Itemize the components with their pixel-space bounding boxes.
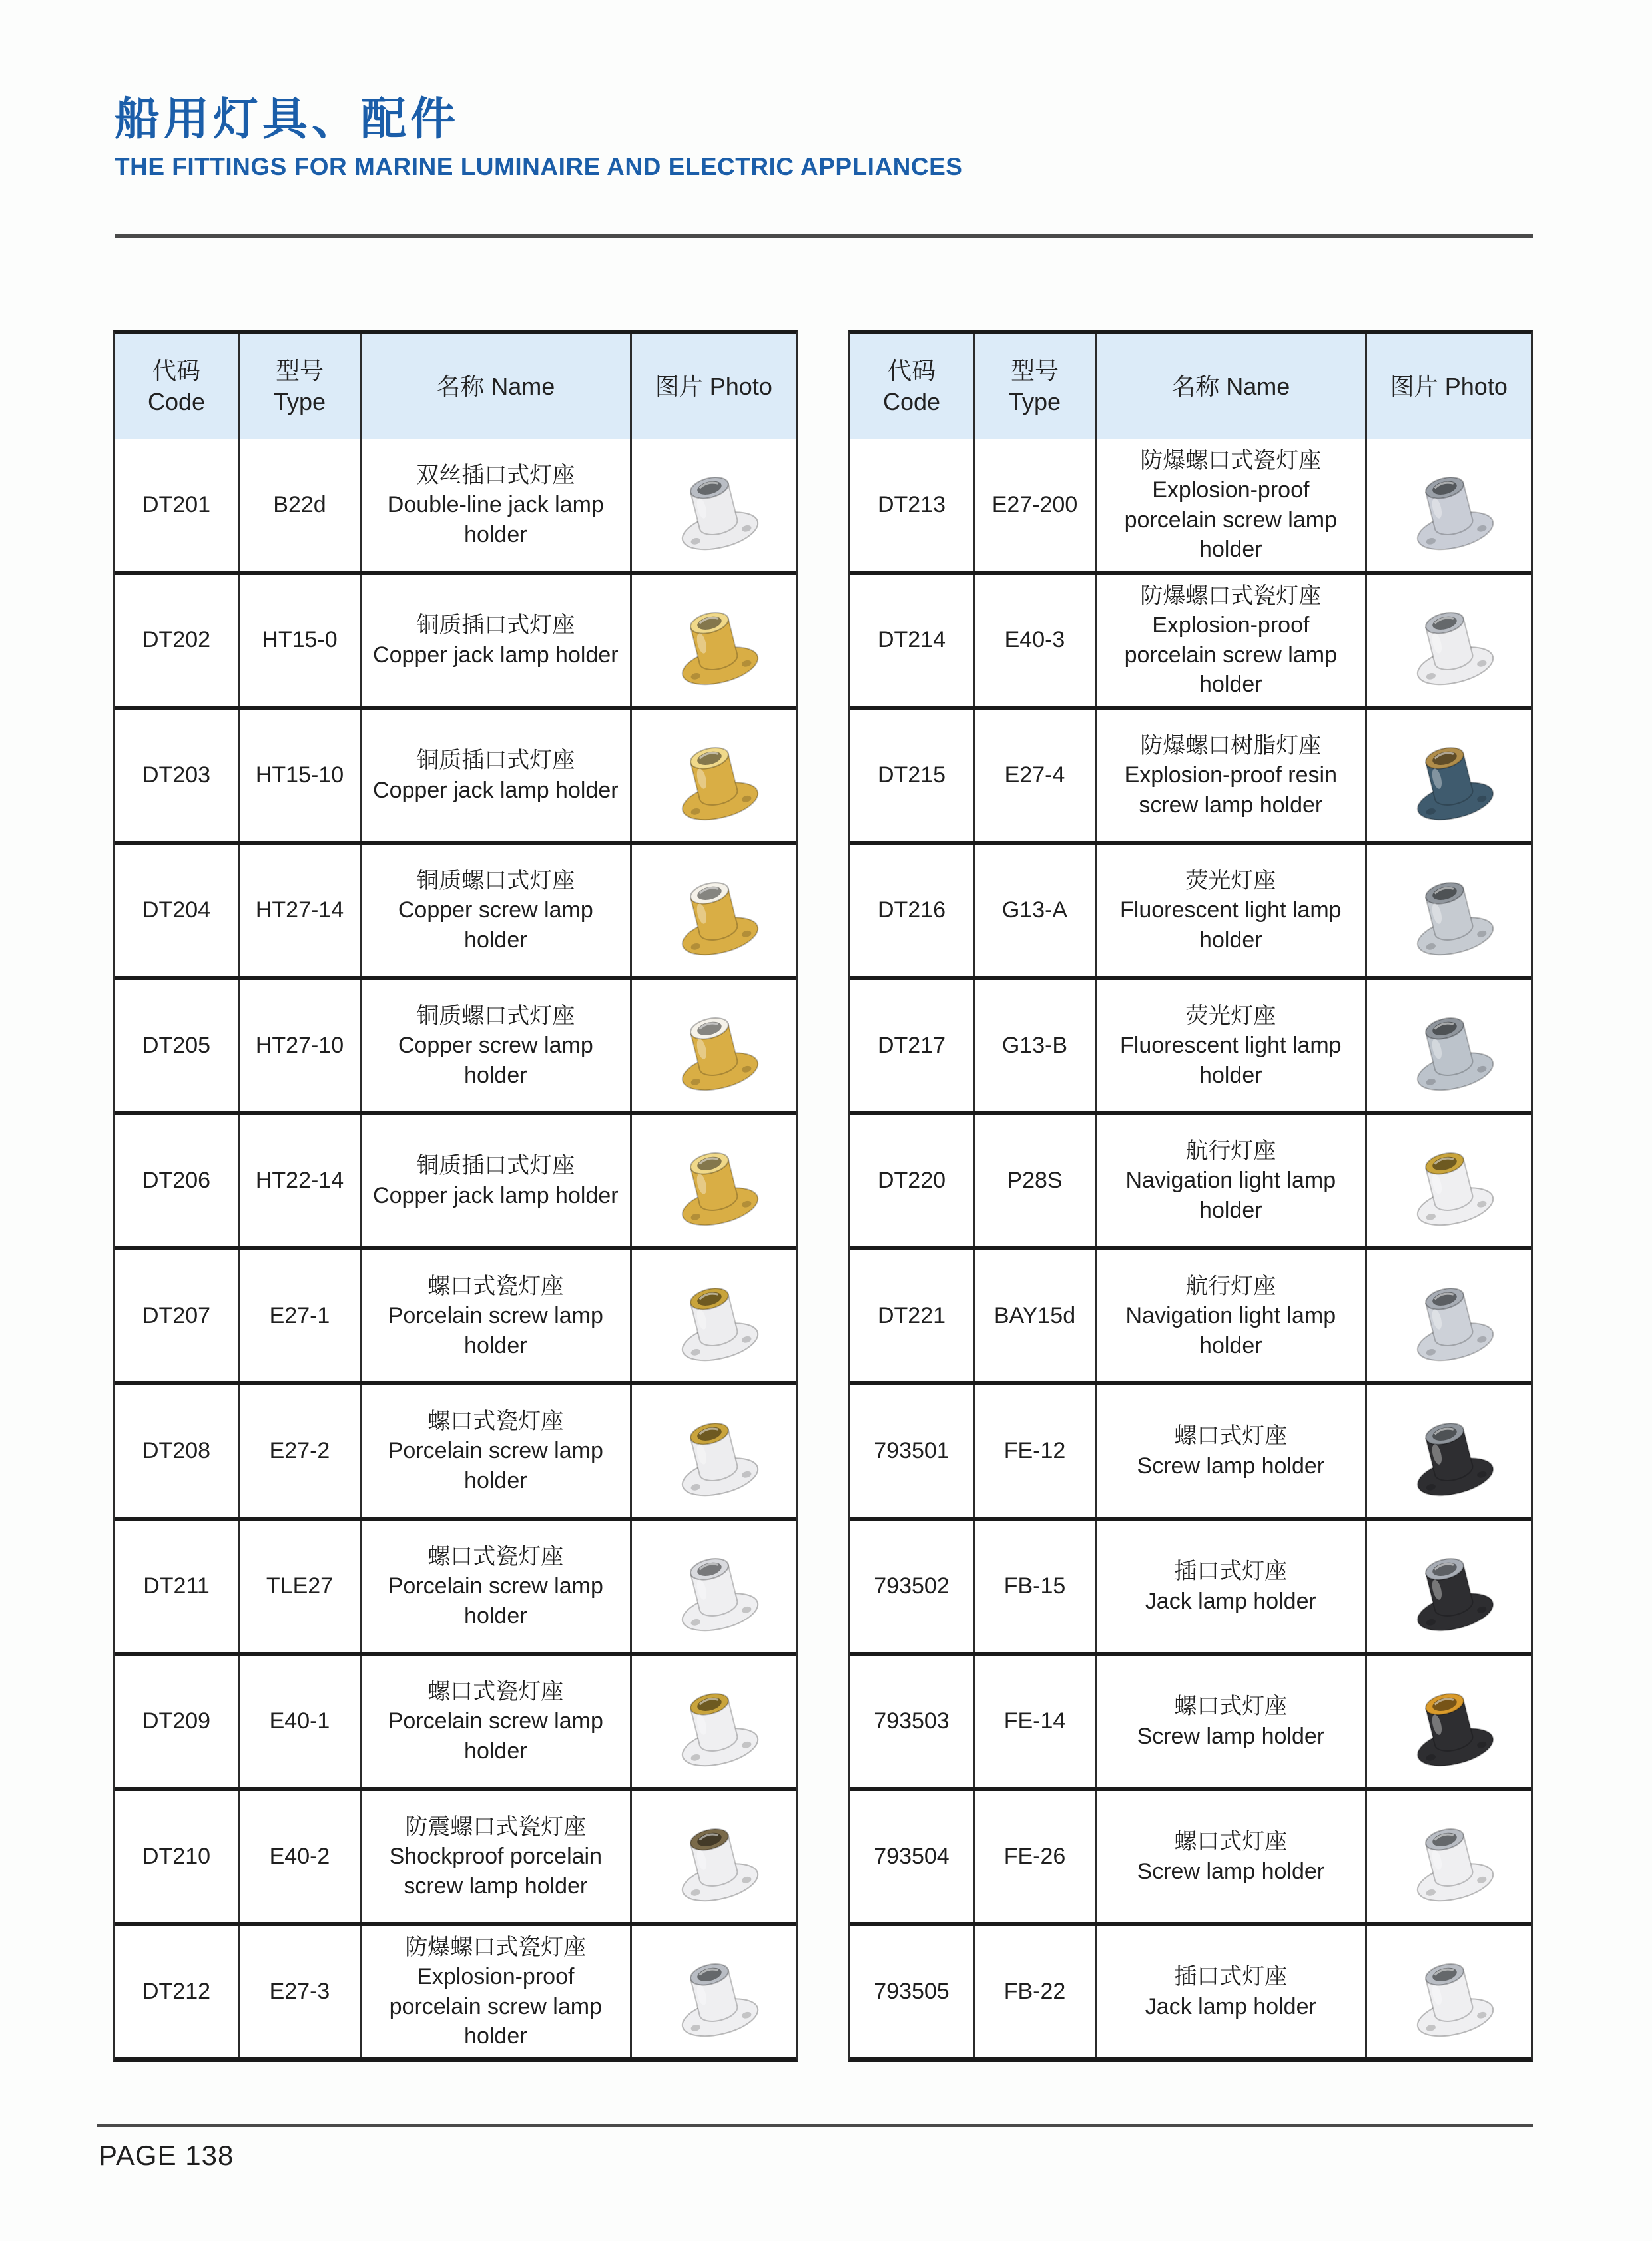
- name-cell: [1097, 439, 1367, 571]
- table-row: [850, 1517, 1531, 1652]
- code-cell: DT205: [115, 980, 240, 1111]
- name-en: Fluorescent light lamp holder: [1120, 1033, 1342, 1088]
- table-row: [115, 1246, 796, 1381]
- name-zh: 双丝插口式灯座: [416, 463, 575, 489]
- code-cell: DT220: [850, 1115, 975, 1246]
- name-cell: [1097, 1521, 1367, 1652]
- name-cell: [362, 1521, 632, 1652]
- explosion-proof-porcelain-screw-lamp-holder-photo: [659, 1937, 769, 2047]
- table-row: [850, 571, 1531, 706]
- table-header-row: [850, 334, 1531, 439]
- photo-cell: [632, 1250, 796, 1381]
- name-zh: 防震螺口式瓷灯座: [405, 1814, 587, 1840]
- name-en: Explosion-proof resin screw lamp holder: [1124, 762, 1337, 818]
- black-jack-lamp-holder-photo: [1394, 1531, 1504, 1642]
- porcelain-screw-lamp-holder-photo: [659, 1666, 769, 1777]
- name-zh: 铜质插口式灯座: [416, 748, 575, 774]
- black-screw-lamp-holder-photo: [1394, 1396, 1504, 1507]
- name-en: Copper screw lamp holder: [398, 897, 593, 953]
- type-cell: HT27-10: [240, 980, 362, 1111]
- explosion-proof-resin-screw-lamp-holder-photo: [1394, 720, 1504, 831]
- table-row: [115, 1787, 796, 1922]
- name-en: Navigation light lamp holder: [1125, 1168, 1336, 1223]
- name-cell: [1097, 1926, 1367, 2057]
- photo-cell: [632, 575, 796, 706]
- name-zh: 铜质螺口式灯座: [416, 868, 575, 894]
- table-row: [850, 1111, 1531, 1246]
- type-cell: FE-14: [975, 1656, 1097, 1787]
- page-title: 船用灯具、配件: [115, 94, 460, 144]
- name-zh: 螺口式瓷灯座: [427, 1679, 564, 1705]
- type-cell: FE-12: [975, 1385, 1097, 1517]
- name-cell: [1097, 1385, 1367, 1517]
- name-zh: 螺口式灯座: [1174, 1694, 1288, 1720]
- table-row: [115, 571, 796, 706]
- table-row: [115, 1652, 796, 1787]
- name-en: Porcelain screw lamp holder: [388, 1708, 603, 1764]
- fluorescent-light-lamp-holder-photo: [1394, 991, 1504, 1101]
- code-cell: DT217: [850, 980, 975, 1111]
- brass-jack-lamp-holder-photo: [659, 1126, 769, 1236]
- porcelain-screw-lamp-holder-photo: [659, 1531, 769, 1642]
- shockproof-porcelain-screw-lamp-holder-photo: [659, 1802, 769, 1912]
- table-row: [850, 976, 1531, 1111]
- name-en: Explosion-proof porcelain screw lamp holder: [1124, 477, 1337, 562]
- type-cell: G13-A: [975, 845, 1097, 976]
- brass-jack-lamp-holder-photo: [659, 720, 769, 831]
- page-header: [115, 95, 1533, 180]
- table-row: [115, 841, 796, 976]
- footer-rule: [97, 2124, 1533, 2127]
- photo-cell: [1367, 1250, 1531, 1381]
- column-header-photo: 图片 Photo: [655, 372, 772, 400]
- name-en: Explosion-proof porcelain screw lamp holder: [389, 1964, 602, 2049]
- header-rule: [115, 234, 1533, 238]
- photo-cell: [632, 710, 796, 841]
- name-en: Navigation light lamp holder: [1125, 1303, 1336, 1358]
- table-row: [850, 706, 1531, 841]
- code-cell: DT208: [115, 1385, 240, 1517]
- porcelain-screw-lamp-holder-photo: [659, 1396, 769, 1507]
- table-row: [850, 1922, 1531, 2057]
- name-zh: 防爆螺口式瓷灯座: [1140, 583, 1322, 609]
- brass-screw-lamp-holder-photo: [659, 991, 769, 1101]
- parts-table-left: [113, 330, 798, 2062]
- photo-cell: [1367, 439, 1531, 571]
- photo-cell: [632, 1656, 796, 1787]
- code-cell: DT202: [115, 575, 240, 706]
- black-screw-lamp-holder-photo: [1394, 1666, 1504, 1777]
- name-cell: [362, 1115, 632, 1246]
- name-en: Jack lamp holder: [1145, 1993, 1316, 2019]
- column-header-code: 代码 Code: [115, 334, 240, 439]
- table-row: [115, 1922, 796, 2057]
- table-row: [115, 439, 796, 571]
- table-body: [115, 439, 796, 2057]
- name-zh: 防爆螺口树脂灯座: [1140, 733, 1322, 759]
- name-cell: [1097, 1656, 1367, 1787]
- name-cell: [362, 845, 632, 976]
- name-zh: 铜质螺口式灯座: [416, 1003, 575, 1029]
- photo-cell: [1367, 1791, 1531, 1922]
- code-cell: 793504: [850, 1791, 975, 1922]
- type-cell: HT15-10: [240, 710, 362, 841]
- table-row: [115, 706, 796, 841]
- type-cell: E27-2: [240, 1385, 362, 1517]
- code-cell: 793501: [850, 1385, 975, 1517]
- name-en: Copper jack lamp holder: [373, 642, 619, 668]
- type-cell: FB-22: [975, 1926, 1097, 2057]
- name-zh: 铜质插口式灯座: [416, 1153, 575, 1179]
- photo-cell: [1367, 980, 1531, 1111]
- white-porcelain-jack-lamp-holder-photo: [659, 450, 769, 561]
- name-zh: 螺口式瓷灯座: [427, 1544, 564, 1570]
- name-zh: 铜质插口式灯座: [416, 613, 575, 638]
- photo-cell: [632, 1115, 796, 1246]
- photo-cell: [1367, 710, 1531, 841]
- page-number: PAGE 138: [99, 2140, 234, 2171]
- name-zh: 螺口式瓷灯座: [427, 1409, 564, 1435]
- name-en: Copper jack lamp holder: [373, 777, 619, 803]
- name-zh: 防爆螺口式瓷灯座: [405, 1935, 587, 1961]
- name-zh: 航行灯座: [1185, 1274, 1276, 1300]
- code-cell: DT212: [115, 1926, 240, 2057]
- code-cell: 793505: [850, 1926, 975, 2057]
- code-cell: DT214: [850, 575, 975, 706]
- code-cell: 793503: [850, 1656, 975, 1787]
- table-row: [115, 1517, 796, 1652]
- type-cell: E40-2: [240, 1791, 362, 1922]
- photo-cell: [632, 1926, 796, 2057]
- name-en: Porcelain screw lamp holder: [388, 1438, 603, 1493]
- type-cell: TLE27: [240, 1521, 362, 1652]
- photo-cell: [1367, 575, 1531, 706]
- name-en: Screw lamp holder: [1137, 1858, 1325, 1884]
- name-cell: [362, 1926, 632, 2057]
- type-cell: HT22-14: [240, 1115, 362, 1246]
- code-cell: DT216: [850, 845, 975, 976]
- photo-cell: [1367, 845, 1531, 976]
- name-en: Porcelain screw lamp holder: [388, 1303, 603, 1358]
- name-en: Screw lamp holder: [1137, 1453, 1325, 1479]
- name-en: Double-line jack lamp holder: [387, 492, 604, 547]
- name-zh: 防爆螺口式瓷灯座: [1140, 448, 1322, 474]
- type-cell: E27-4: [975, 710, 1097, 841]
- parts-table-right: [848, 330, 1533, 2062]
- navigation-light-lamp-holder-photo: [1394, 1126, 1504, 1236]
- photo-cell: [1367, 1521, 1531, 1652]
- column-header-code: 代码 Code: [850, 334, 975, 439]
- type-cell: E27-200: [975, 439, 1097, 571]
- name-en: Screw lamp holder: [1137, 1723, 1325, 1749]
- brass-screw-lamp-holder-photo: [659, 856, 769, 966]
- column-header-photo: 图片 Photo: [1390, 372, 1508, 400]
- code-cell: DT203: [115, 710, 240, 841]
- code-cell: DT206: [115, 1115, 240, 1246]
- name-cell: [1097, 575, 1367, 706]
- type-cell: HT15-0: [240, 575, 362, 706]
- explosion-proof-porcelain-screw-lamp-holder-photo: [1394, 585, 1504, 696]
- photo-cell: [632, 845, 796, 976]
- name-cell: [362, 575, 632, 706]
- explosion-proof-porcelain-screw-lamp-holder-photo: [1394, 450, 1504, 561]
- name-en: Fluorescent light lamp holder: [1120, 897, 1342, 953]
- code-cell: DT215: [850, 710, 975, 841]
- code-cell: DT221: [850, 1250, 975, 1381]
- name-en: Copper jack lamp holder: [373, 1182, 619, 1208]
- code-cell: 793502: [850, 1521, 975, 1652]
- name-zh: 螺口式瓷灯座: [427, 1274, 564, 1300]
- table-row: [850, 1652, 1531, 1787]
- type-cell: E40-1: [240, 1656, 362, 1787]
- type-cell: HT27-14: [240, 845, 362, 976]
- name-cell: [1097, 710, 1367, 841]
- type-cell: E27-3: [240, 1926, 362, 2057]
- porcelain-screw-lamp-holder-photo: [1394, 1802, 1504, 1912]
- name-cell: [1097, 845, 1367, 976]
- table-header-row: [115, 334, 796, 439]
- name-zh: 插口式灯座: [1174, 1559, 1288, 1585]
- code-cell: DT201: [115, 439, 240, 571]
- table-row: [115, 1381, 796, 1517]
- column-header-type: 型号 Type: [240, 334, 362, 439]
- table-row: [850, 1246, 1531, 1381]
- name-zh: 螺口式灯座: [1174, 1423, 1288, 1449]
- column-header-name: 名称 Name: [362, 334, 632, 439]
- porcelain-jack-lamp-holder-photo: [1394, 1937, 1504, 2047]
- table-row: [850, 1381, 1531, 1517]
- photo-cell: [632, 1791, 796, 1922]
- name-cell: [362, 1791, 632, 1922]
- name-en: Porcelain screw lamp holder: [388, 1573, 603, 1628]
- photo-cell: [1367, 1115, 1531, 1246]
- name-cell: [362, 439, 632, 571]
- porcelain-screw-lamp-holder-photo: [659, 1261, 769, 1371]
- name-en: Jack lamp holder: [1145, 1588, 1316, 1614]
- photo-cell: [632, 1521, 796, 1652]
- column-header-name: 名称 Name: [1097, 334, 1367, 439]
- code-cell: DT211: [115, 1521, 240, 1652]
- column-header-type: 型号 Type: [975, 334, 1097, 439]
- fluorescent-light-lamp-holder-photo: [1394, 856, 1504, 966]
- name-zh: 螺口式灯座: [1174, 1829, 1288, 1855]
- tables-area: [113, 330, 1533, 2062]
- table-row: [850, 841, 1531, 976]
- name-en: Explosion-proof porcelain screw lamp holder: [1124, 613, 1337, 697]
- name-zh: 插口式灯座: [1174, 1964, 1288, 1990]
- name-cell: [362, 1250, 632, 1381]
- brass-jack-lamp-holder-photo: [659, 585, 769, 696]
- table-body: [850, 439, 1531, 2057]
- name-cell: [1097, 980, 1367, 1111]
- photo-cell: [1367, 1656, 1531, 1787]
- code-cell: DT213: [850, 439, 975, 571]
- type-cell: G13-B: [975, 980, 1097, 1111]
- photo-cell: [1367, 1385, 1531, 1517]
- table-row: [850, 439, 1531, 571]
- table-row: [115, 1111, 796, 1246]
- photo-cell: [1367, 1926, 1531, 2057]
- code-cell: DT207: [115, 1250, 240, 1381]
- type-cell: B22d: [240, 439, 362, 571]
- name-zh: 荧光灯座: [1185, 1003, 1276, 1029]
- name-cell: [362, 980, 632, 1111]
- name-cell: [1097, 1115, 1367, 1246]
- name-en: Copper screw lamp holder: [398, 1033, 593, 1088]
- name-cell: [1097, 1791, 1367, 1922]
- name-cell: [1097, 1250, 1367, 1381]
- code-cell: DT204: [115, 845, 240, 976]
- name-zh: 荧光灯座: [1185, 868, 1276, 894]
- name-cell: [362, 710, 632, 841]
- navigation-light-lamp-holder-photo: [1394, 1261, 1504, 1371]
- page-subtitle: THE FITTINGS FOR MARINE LUMINAIRE AND ELECTRIC APPLIANCES: [115, 152, 963, 180]
- name-cell: [362, 1385, 632, 1517]
- name-en: Shockproof porcelain screw lamp holder: [389, 1844, 603, 1899]
- photo-cell: [632, 980, 796, 1111]
- photo-cell: [632, 1385, 796, 1517]
- table-row: [850, 1787, 1531, 1922]
- name-zh: 航行灯座: [1185, 1138, 1276, 1164]
- code-cell: DT209: [115, 1656, 240, 1787]
- name-cell: [362, 1656, 632, 1787]
- type-cell: E27-1: [240, 1250, 362, 1381]
- table-row: [115, 976, 796, 1111]
- photo-cell: [632, 439, 796, 571]
- type-cell: P28S: [975, 1115, 1097, 1246]
- code-cell: DT210: [115, 1791, 240, 1922]
- type-cell: FB-15: [975, 1521, 1097, 1652]
- type-cell: BAY15d: [975, 1250, 1097, 1381]
- type-cell: FE-26: [975, 1791, 1097, 1922]
- type-cell: E40-3: [975, 575, 1097, 706]
